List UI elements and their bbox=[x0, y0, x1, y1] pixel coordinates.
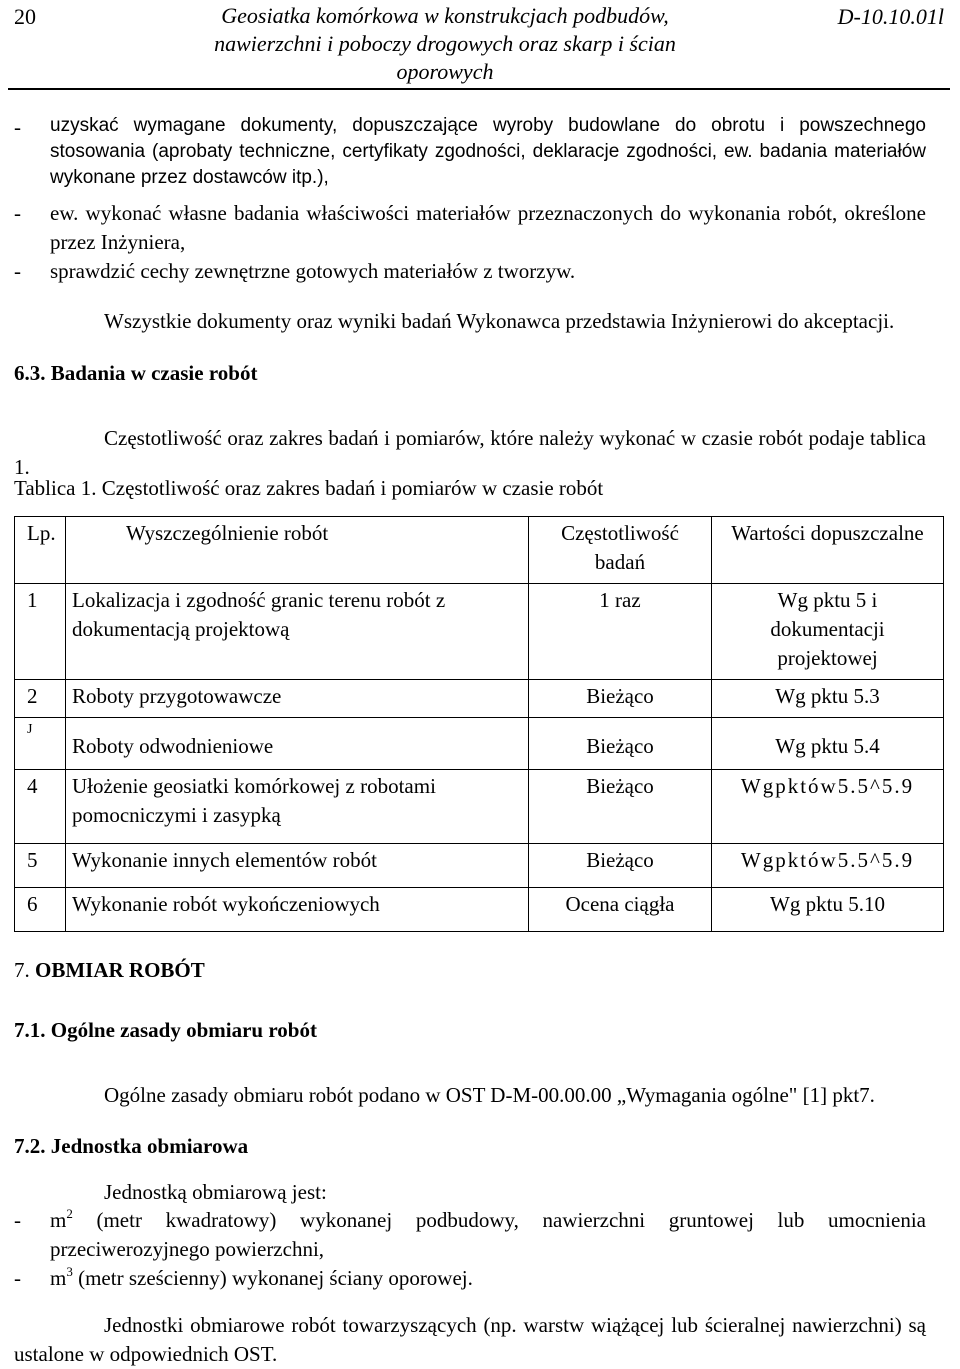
section-heading-7 bbox=[14, 956, 205, 985]
list-dash: - bbox=[14, 115, 21, 139]
unit-exponent: 3 bbox=[66, 1264, 73, 1279]
list-item bbox=[14, 1264, 926, 1293]
list-dash: - bbox=[14, 1208, 21, 1232]
section-heading-6-3: 6.3. Badania w czasie robót bbox=[14, 361, 258, 385]
section-7-1-text: Ogólne zasady obmiaru robót podano w OST D-M-00.00.00 „Wymagania ogólne" [1] pkt7. bbox=[104, 1083, 875, 1107]
cell-lp: 5 bbox=[15, 843, 66, 887]
header-divider bbox=[8, 88, 950, 90]
documents-paragraph: Wszystkie dokumenty oraz wyniki badań Wykonawca przedstawia Inżynierowi do akceptacji. bbox=[104, 309, 895, 333]
cell-value: Wg pktu 5.3 bbox=[712, 679, 944, 717]
cell-name: Roboty przygotowawcze bbox=[66, 679, 529, 717]
unit-description: (metr kwadratowy) wykonanej podbudowy, nawierzchni gruntowej lub umocnienia przeciwerozyjnego powierzchni, bbox=[50, 1208, 926, 1261]
list-item-text: uzyskać wymagane dokumenty, dopuszczające wyroby budowlane do obrotu i powszechnego stosowania (aprobaty techniczne, certyfikaty zgodności, deklaracje zgodności, ew. badania materiałów wykonane przez dostawców itp.), bbox=[50, 115, 926, 189]
cell-frequency: Bieżąco bbox=[529, 679, 712, 717]
header-cell-frequency: Częstotliwość badań bbox=[529, 517, 712, 584]
list-item-text bbox=[50, 1206, 926, 1264]
list-item bbox=[14, 1206, 926, 1264]
cell-value: Wg pktu 5.4 bbox=[712, 717, 944, 769]
list-item bbox=[14, 113, 926, 192]
header-title-line: nawierzchni i poboczy drogowych oraz skarp i ścian bbox=[214, 31, 676, 57]
unit-exponent: 2 bbox=[66, 1206, 73, 1221]
list-item-text bbox=[50, 1264, 926, 1293]
list-dash: - bbox=[14, 201, 21, 225]
cell-lp: J bbox=[15, 717, 66, 769]
section-6-3-text: Częstotliwość oraz zakres badań i pomiarów, które należy wykonać w czasie robót podaje tablica 1. bbox=[14, 426, 926, 479]
header-title-line: oporowych bbox=[396, 59, 494, 85]
unit-description: (metr sześcienny) wykonanej ściany oporowej. bbox=[72, 1266, 473, 1290]
section-heading-7-1: 7.1. Ogólne zasady obmiaru robót bbox=[14, 1018, 317, 1042]
cell-value: Wg pktu 5.10 bbox=[712, 887, 944, 931]
cell-frequency: Ocena ciągła bbox=[529, 887, 712, 931]
cell-frequency: Bieżąco bbox=[529, 717, 712, 769]
cell-lp: 6 bbox=[15, 887, 66, 931]
cell-value: Wgpktów5.5^5.9 bbox=[712, 843, 944, 887]
table-row bbox=[15, 583, 944, 679]
list-item bbox=[14, 257, 926, 286]
cell-name: Ułożenie geosiatki komórkowej z robotami pomocniczymi i zasypką bbox=[66, 769, 529, 843]
section-7-2-intro: Jednostką obmiarową jest: bbox=[104, 1180, 327, 1204]
cell-lp: 1 bbox=[15, 583, 66, 679]
list-dash: - bbox=[14, 1266, 21, 1290]
cell-name: Roboty odwodnieniowe bbox=[66, 717, 529, 769]
cell-frequency: Bieżąco bbox=[529, 843, 712, 887]
table-caption: Tablica 1. Częstotliwość oraz zakres badań i pomiarów w czasie robót bbox=[14, 476, 604, 500]
list-item bbox=[14, 199, 926, 257]
table-row bbox=[15, 769, 944, 843]
cell-lp: 2 bbox=[15, 679, 66, 717]
header-cell-allowed-values: Wartości dopuszczalne bbox=[712, 517, 944, 584]
measurement-table bbox=[14, 516, 944, 932]
cell-lp: 4 bbox=[15, 769, 66, 843]
unit-symbol: m bbox=[50, 1266, 67, 1290]
section-7-2-closing: Jednostki obmiarowe robót towarzyszących (np. warstw wiążącej lub ścieralnej nawierzchni) są ustalone w odpowiednich OST. bbox=[14, 1313, 926, 1366]
cell-value: Wgpktów5.5^5.9 bbox=[712, 769, 944, 843]
cell-name: Wykonanie innych elementów robót bbox=[66, 843, 529, 887]
table-row bbox=[15, 679, 944, 717]
page-number: 20 bbox=[14, 4, 36, 29]
list-dash: - bbox=[14, 259, 21, 283]
table-row bbox=[15, 887, 944, 931]
cell-frequency: Bieżąco bbox=[529, 769, 712, 843]
section-heading-7-2: 7.2. Jednostka obmiarowa bbox=[14, 1134, 249, 1158]
table-header-row bbox=[15, 517, 944, 584]
header-title-line: Geosiatka komórkowa w konstrukcjach podbudów, bbox=[221, 3, 669, 28]
section-7-title: OBMIAR ROBÓT bbox=[35, 958, 205, 982]
table-row bbox=[15, 717, 944, 769]
cell-name: Wykonanie robót wykończeniowych bbox=[66, 887, 529, 931]
unit-symbol: m bbox=[50, 1208, 67, 1232]
section-7-number: 7. bbox=[14, 958, 30, 982]
cell-name: Lokalizacja i zgodność granic terenu robót z dokumentacją projektową bbox=[66, 583, 529, 679]
cell-frequency: 1 raz bbox=[529, 583, 712, 679]
document-code: D-10.10.01l bbox=[837, 4, 944, 29]
list-item-text: ew. wykonać własne badania właściwości materiałów przeznaczonych do wykonania robót, określone przez Inżyniera, bbox=[50, 201, 926, 254]
cell-value: Wg pktu 5 i dokumentacji projektowej bbox=[712, 583, 944, 679]
list-item-text: sprawdzić cechy zewnętrzne gotowych materiałów z tworzyw. bbox=[50, 259, 576, 283]
table-row bbox=[15, 843, 944, 887]
header-cell-lp: Lp. bbox=[15, 517, 66, 584]
header-cell-works: Wyszczególnienie robót bbox=[66, 517, 529, 584]
running-header-title bbox=[180, 2, 710, 86]
